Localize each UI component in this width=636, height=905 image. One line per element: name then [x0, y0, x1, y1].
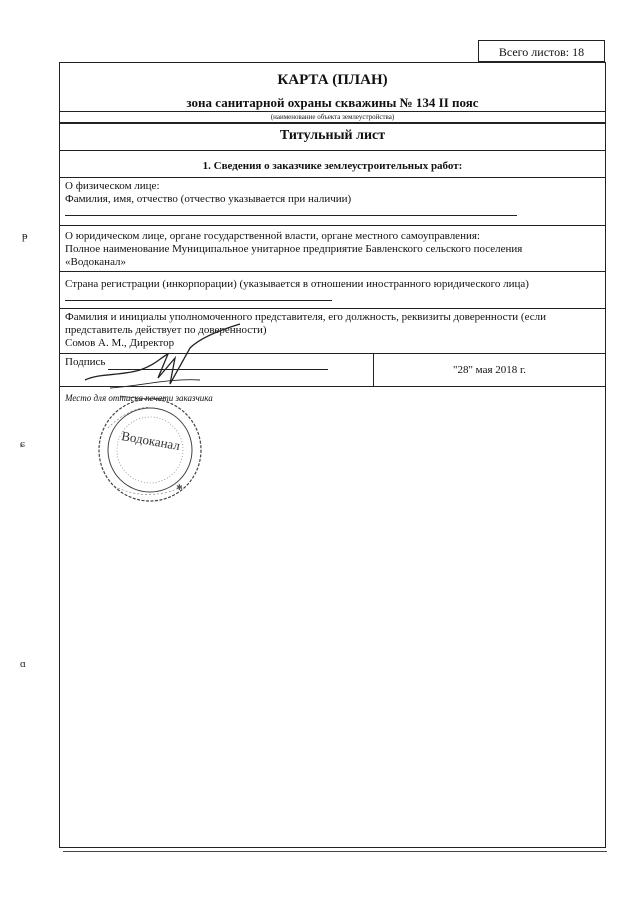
svg-text:✱: ✱: [176, 483, 183, 492]
divider: [59, 225, 606, 226]
representative-value: Сомов А. М., Директор: [65, 337, 175, 349]
signature-label: Подпись: [65, 356, 106, 368]
legal-entity-name-2: «Водоканал»: [65, 256, 127, 268]
subtitle-caption: (наименование объекта землеустройства): [270, 113, 395, 121]
legal-entity-name-1: Полное наименование Муниципальное унитарное предприятие Бавленского сельского поселения: [65, 243, 523, 255]
individual-label: О физическом лице:: [65, 180, 160, 192]
margin-mark: ɑ: [20, 658, 26, 670]
representative-label-2: представитель действует по доверенности): [65, 324, 267, 336]
sheets-count: 18: [572, 45, 585, 59]
individual-name-line: Фамилия, имя, отчество (отчество указывается при наличии): [65, 193, 352, 205]
representative-label-1: Фамилия и инициалы уполномоченного представителя, его должность, реквизиты доверенности (если: [65, 311, 546, 323]
document-title: КАРТА (ПЛАН): [277, 72, 388, 88]
frame-double-edge: [63, 846, 607, 852]
fill-line: [65, 215, 517, 216]
divider: [59, 308, 606, 309]
signature-date: "28" мая 2018 г.: [452, 364, 527, 376]
divider: [59, 271, 606, 272]
registration-label: Страна регистрации (инкорпорации) (указывается в отношении иностранного юридического лица): [65, 278, 529, 290]
margin-mark: ɕ: [20, 438, 25, 450]
sheets-count-box: [478, 40, 605, 62]
section-title: 1. Сведения о заказчике землеустроительных работ:: [202, 160, 463, 172]
document-subtitle: зона санитарной охраны скважины № 134 II пояс: [186, 95, 479, 110]
seal-stamp: [88, 398, 218, 506]
divider: [59, 177, 606, 178]
fill-line: [65, 300, 332, 301]
divider: [59, 150, 606, 151]
page-heading: Титульный лист: [279, 128, 386, 143]
stamp-place-label: Место для оттиска печати заказчика: [65, 393, 213, 403]
handwritten-signature: [80, 318, 250, 408]
legal-entity-label: О юридическом лице, органе государственной власти, органе местного самоуправления:: [65, 230, 480, 242]
sheets-label: Всего листов:: [498, 45, 570, 59]
seal-center-text: Водоканал: [120, 428, 182, 454]
divider: [59, 122, 606, 124]
divider: [59, 111, 606, 112]
margin-mark: ᵽ: [22, 230, 28, 242]
